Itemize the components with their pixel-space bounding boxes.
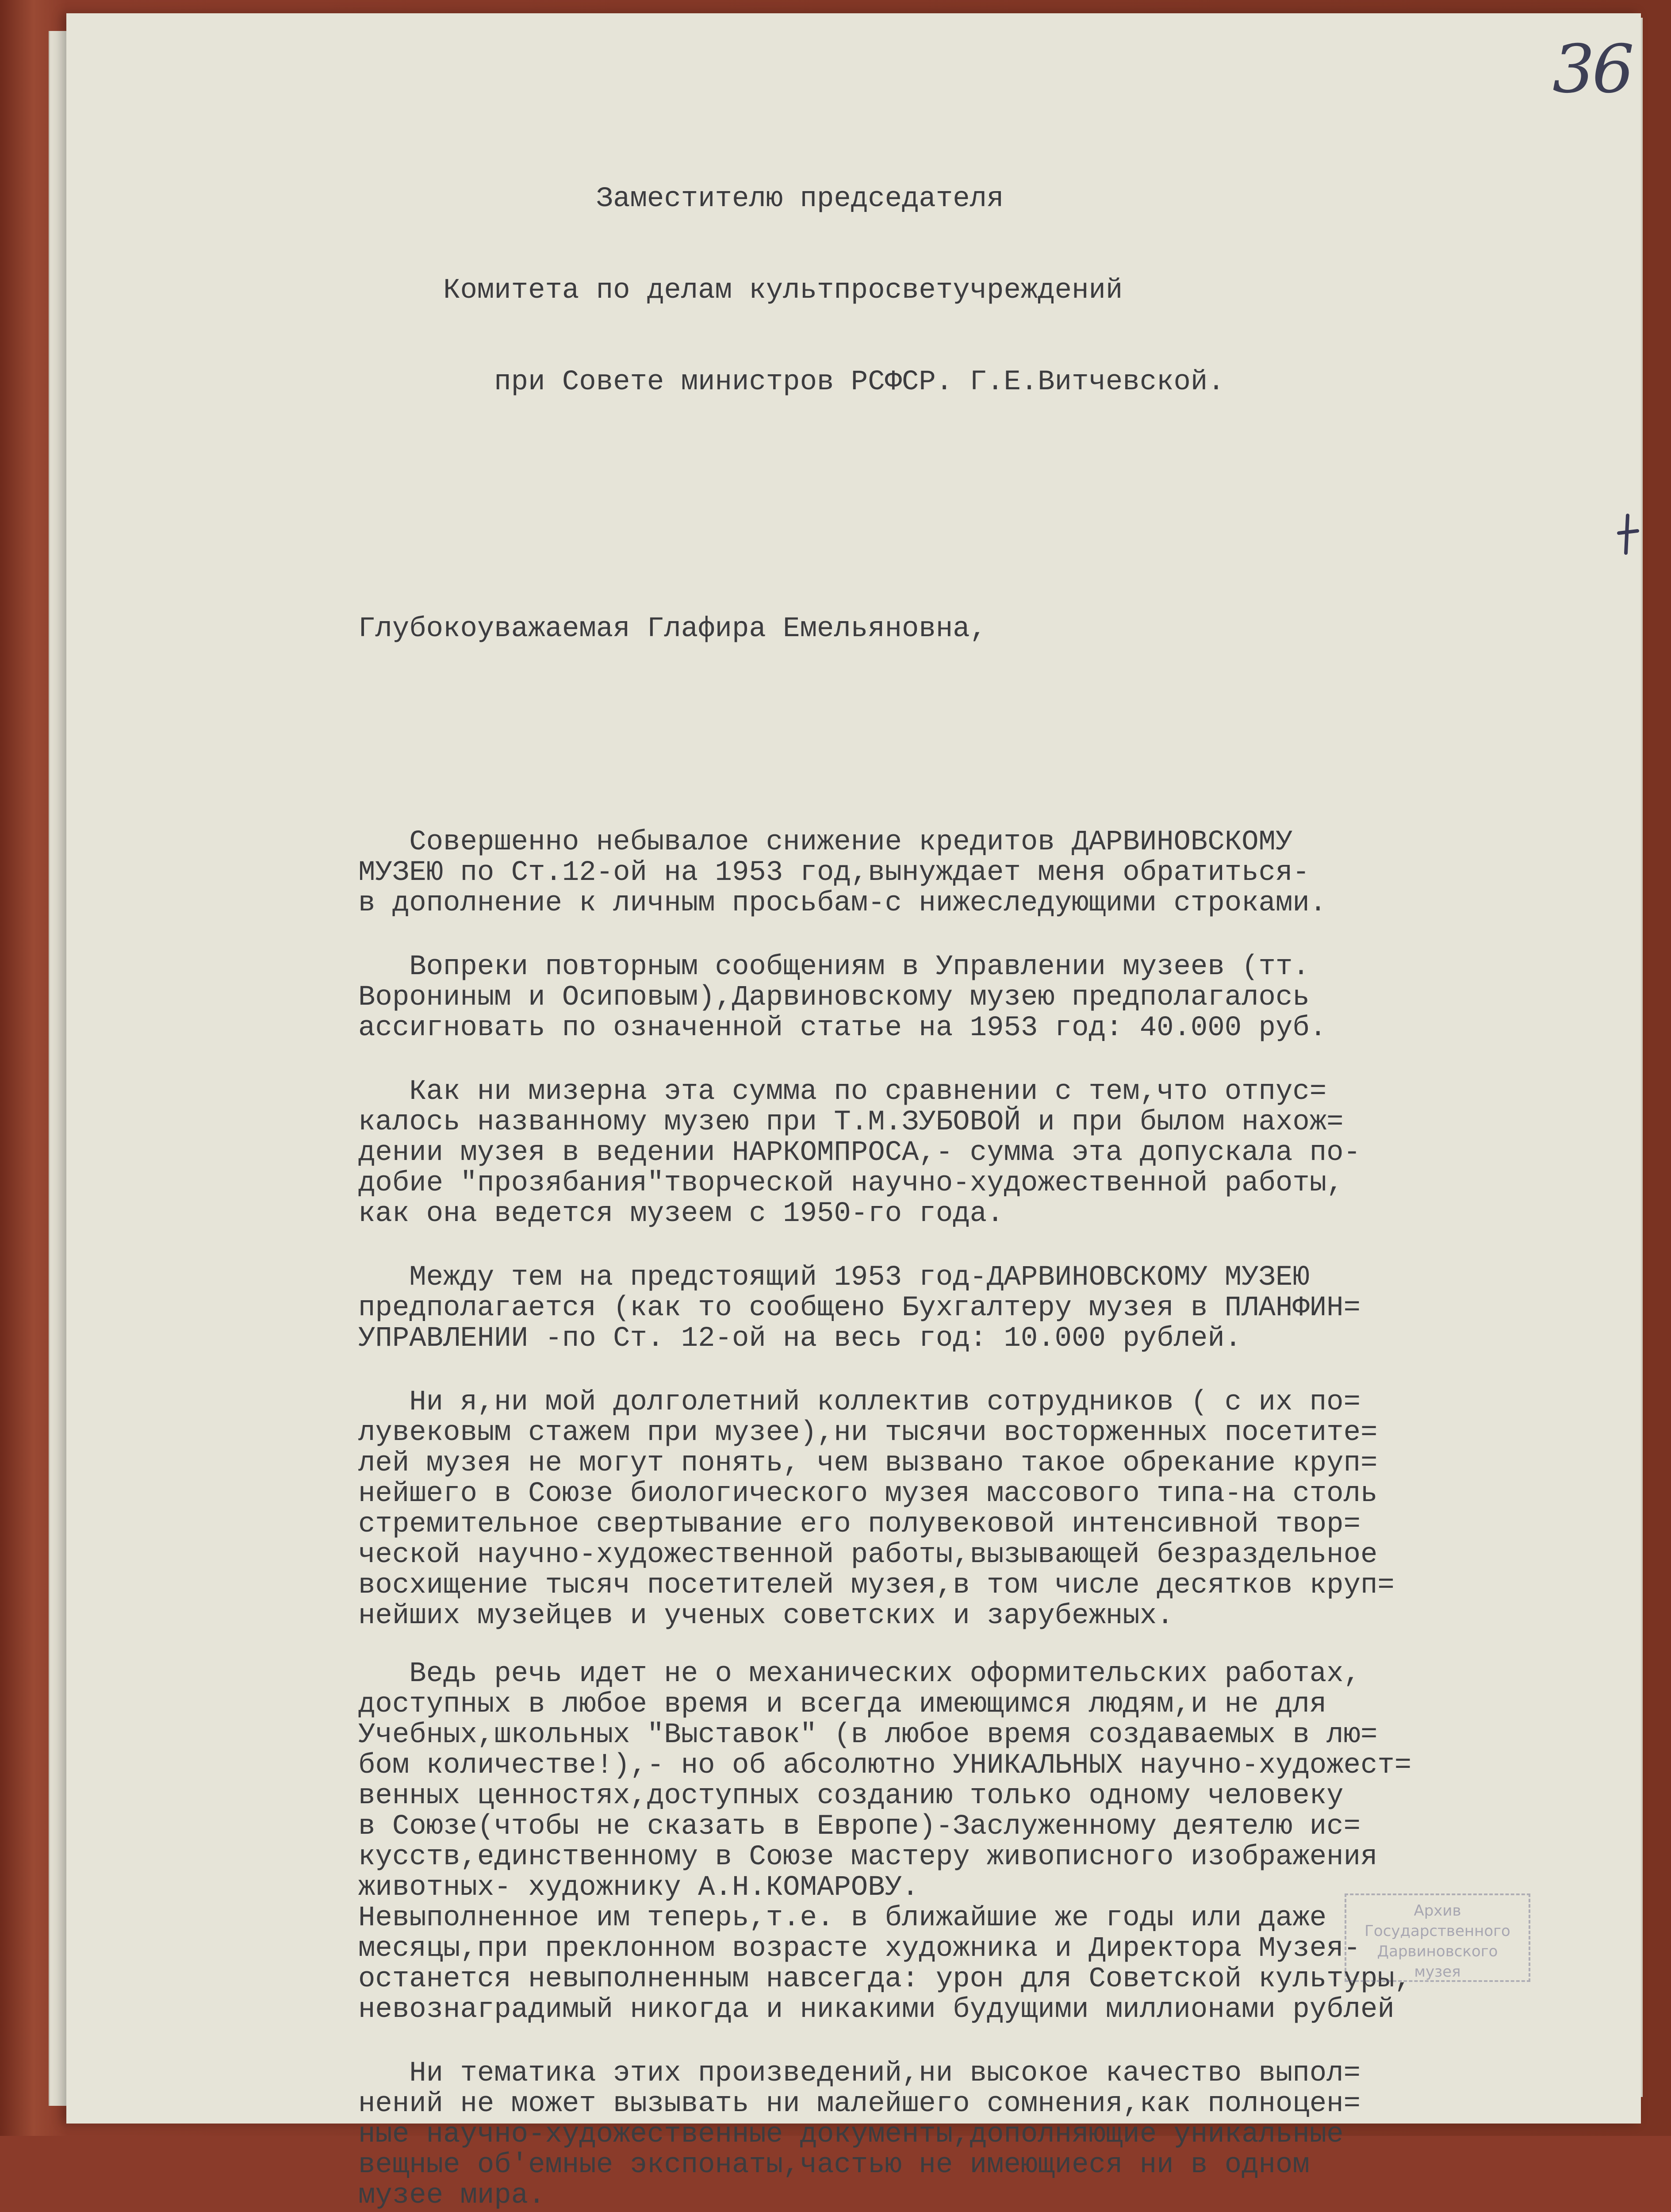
text-line: лувековым стажем при музее),ни тысячи восторженных посетите= [358, 1417, 1378, 1449]
text-line: животных- художнику А.Н.КОМАРОВУ. [358, 1872, 919, 1904]
text-line: нений не может вызывать ни малейшего сомнения,как полноцен= [358, 2088, 1361, 2120]
text-line: ные научно-художественные документы,дополняющие уникальные [358, 2119, 1344, 2151]
address-block [358, 123, 1623, 459]
text-line: Ведь речь идет не о механических оформительских работах, [358, 1658, 1361, 1690]
text-line: стремительное свертывание его полувековой интенсивной твор= [358, 1509, 1361, 1540]
text-line: как она ведется музеем с 1950-го года. [358, 1198, 1004, 1230]
paragraph [358, 827, 1623, 919]
text-line: доступных в любое время и всегда имеющимся людям,и не для [358, 1689, 1327, 1720]
text-line: добие "прозябания"творческой научно-художественной работы, [358, 1167, 1344, 1199]
text-line: месяцы,при преклонном возрасте художника и Директора Музея- [358, 1933, 1361, 1965]
address-line: Заместителю председателя [358, 183, 1004, 215]
paragraph [358, 952, 1623, 1044]
text-line: дении музея в ведении НАРКОМПРОСА,- сумма эта допускала по- [358, 1137, 1361, 1169]
paragraph [358, 2058, 1623, 2211]
text-line: ческой научно-художественной работы,вызывающей безраздельное [358, 1539, 1378, 1571]
text-line: восхищение тысяч посетителей музея,в том числе десятков круп= [358, 1570, 1395, 1601]
text-line: Ворониным и Осиповым),Дарвиновскому музею предполагалось [358, 982, 1310, 1014]
text-line: Учебных,школьных "Выставок" (в любое время создаваемых в лю= [358, 1719, 1378, 1751]
text-line: Ни я,ни мой долголетний коллектив сотрудников ( с их по= [358, 1386, 1361, 1418]
text-line: калось названному музею при Т.М.ЗУБОВОЙ и при былом нахож= [358, 1106, 1344, 1138]
text-line: Как ни мизерна эта сумма по сравнении с тем,что отпус= [358, 1076, 1327, 1108]
text-line: Невыполненное им теперь,т.е. в ближайшие же годы или даже [358, 1902, 1327, 1934]
text-line: музее мира. [358, 2180, 545, 2212]
text-line: Совершенно небывалое снижение кредитов ДАРВИНОВСКОМУ [358, 826, 1293, 858]
text-line: ассигновать по означенной статье на 1953 год: 40.000 руб. [358, 1012, 1327, 1044]
text-line: венных ценностях,доступных созданию только одному человеку [358, 1780, 1344, 1812]
text-line: в дополнение к личным просьбам-с нижеследующими строками. [358, 887, 1327, 919]
text-line: Между тем на предстоящий 1953 год-ДАРВИНОВСКОМУ МУЗЕЮ [358, 1262, 1310, 1294]
address-line: при Совете министров РСФСР. Г.Е.Витчевской. [358, 366, 1225, 398]
pencil-mark-icon [1610, 513, 1641, 557]
paragraphs [358, 827, 1623, 2212]
text-line: Ни тематика этих произведений,ни высокое качество выпол= [358, 2058, 1361, 2089]
text-line: лей музея не могут понять, чем вызвано такое обрекание круп= [358, 1448, 1378, 1479]
text-line: невознаградимый никогда и никакими будущими миллионами рублей [358, 1994, 1395, 2026]
paragraph [358, 1263, 1623, 1354]
letter-body [358, 62, 1623, 2212]
paragraph [358, 1077, 1623, 1229]
stamp-line: Архив [1414, 1902, 1461, 1920]
text-line: кусств,единственному в Союзе мастеру живописного изображения [358, 1841, 1378, 1873]
stamp-line: Государственного [1364, 1922, 1510, 1940]
stamp-line: Дарвиновского музея [1377, 1943, 1498, 1981]
address-line: Комитета по делам культпросветучреждений [358, 275, 1123, 307]
text-line: вещные об'емные экспонаты,частью не имеющиеся ни в одном [358, 2149, 1310, 2181]
text-line: предполагается (как то сообщено Бухгалтеру музея в ПЛАНФИН= [358, 1292, 1361, 1324]
text-line: Вопреки повторным сообщениям в Управлении музеев (тт. [358, 951, 1310, 983]
salutation: Глубокоуважаемая Глафира Емельяновна, [358, 613, 987, 645]
folio-number: 36 [1552, 31, 1632, 108]
text-line: нейших музейцев и ученых советских и зарубежных. [358, 1600, 1174, 1632]
text-line: в Союзе(чтобы не сказать в Европе)-Заслуженному деятелю ис= [358, 1811, 1361, 1843]
text-line: МУЗЕЮ по Ст.12-ой на 1953 год,вынуждает меня обратиться- [358, 857, 1310, 889]
paragraph [358, 1387, 1623, 1632]
text-line: останется невыполненным навсегда: урон для Советской культуры, [358, 1963, 1412, 1995]
text-line: УПРАВЛЕНИИ -по Ст. 12-ой на весь год: 10.000 рублей. [358, 1323, 1242, 1355]
text-line: нейшего в Союзе биологического музея массового типа-на столь [358, 1478, 1378, 1510]
archive-stamp [1345, 1893, 1530, 1982]
text-line: бом количестве!),- но об абсолютно УНИКАЛЬНЫХ научно-художест= [358, 1750, 1412, 1782]
